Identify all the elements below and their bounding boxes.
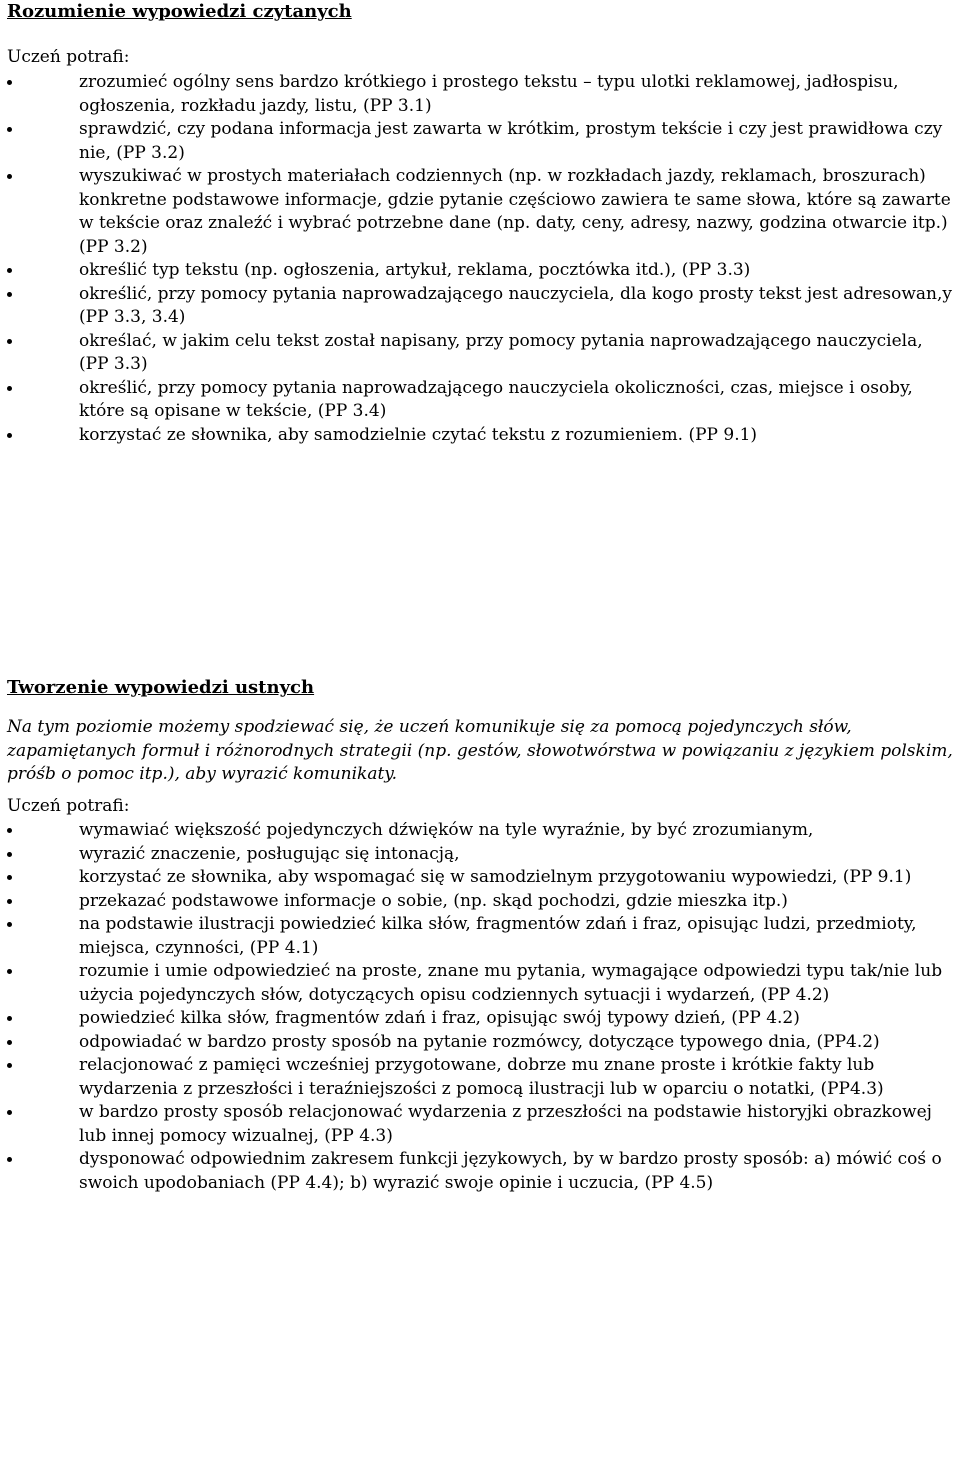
list-item-text: w bardzo prosty sposób relacjonować wydarzenia z przeszłości na podstawie historyjki obrazkowej lub innej pomocy wizualnej, (PP 4.3) <box>79 1102 932 1146</box>
list-item-text: odpowiadać w bardzo prosty sposób na pytanie rozmówcy, dotyczące typowego dnia, (PP4.2) <box>79 1031 880 1052</box>
bullet-icon <box>7 1040 12 1045</box>
bullet-icon <box>7 899 12 904</box>
bullet-icon <box>7 433 12 438</box>
list-item-text: określić, przy pomocy pytania naprowadzającego nauczyciela, dla kogo prosty tekst jest adresowan,y (PP 3.3, 3.4) <box>79 283 952 327</box>
list-item <box>7 843 955 867</box>
list-item <box>7 913 955 960</box>
list-item-text: określić typ tekstu (np. ogłoszenia, artykuł, reklama, pocztówka itd.), (PP 3.3) <box>79 260 751 280</box>
list-item-text: dysponować odpowiednim zakresem funkcji językowych, by w bardzo prosty sposób: a) mówić coś o swoich upodobaniach (PP 4.4); b) wyrazić swoje opinie i uczucia, (PP 4.5) <box>79 1149 942 1193</box>
reading-skills-list <box>7 71 955 447</box>
bullet-icon <box>7 174 12 179</box>
bullet-icon <box>7 969 12 974</box>
list-item <box>7 118 955 165</box>
section-lead-speaking: Uczeń potrafi: <box>7 796 130 816</box>
list-item-text: na podstawie ilustracji powiedzieć kilka słów, fragmentów zdań i fraz, opisując ludzi, przedmioty, miejsca, czynności, (PP 4.1) <box>79 914 917 958</box>
list-item-text: określić, przy pomocy pytania naprowadzającego nauczyciela okoliczności, czas, miejsce i osoby, które są opisane w tekście, (PP 3.4) <box>79 377 913 421</box>
section-lead-reading: Uczeń potrafi: <box>7 47 130 67</box>
bullet-icon <box>7 80 12 85</box>
list-item <box>7 1101 955 1148</box>
bullet-icon <box>7 339 12 344</box>
list-item <box>7 377 955 424</box>
list-item-text: zrozumieć ogólny sens bardzo krótkiego i prostego tekstu – typu ulotki reklamowej, jadłospisu, ogłoszenia, rozkładu jazdy, listu, (PP 3.1) <box>79 72 899 116</box>
list-item-text: wymawiać większość pojedynczych dźwięków na tyle wyraźnie, by być zrozumianym, <box>79 820 814 840</box>
list-item <box>7 890 955 914</box>
list-item <box>7 1031 955 1055</box>
list-item-text: korzystać ze słownika, aby samodzielnie czytać tekstu z rozumieniem. (PP 9.1) <box>79 424 758 445</box>
list-item-text: korzystać ze słownika, aby wspomagać się w samodzielnym przygotowaniu wypowiedzi, (PP 9.1) <box>79 867 912 887</box>
bullet-icon <box>7 1157 12 1162</box>
list-item-text: wyrazić znaczenie, posługując się intonacją, <box>79 843 460 864</box>
section-title-reading: Rozumienie wypowiedzi czytanych <box>7 1 352 22</box>
list-item <box>7 283 955 330</box>
list-item-text: sprawdzić, czy podana informacja jest zawarta w krótkim, prostym tekście i czy jest prawidłowa czy nie, (PP 3.2) <box>79 119 943 163</box>
list-item <box>7 819 955 843</box>
list-item <box>7 165 955 259</box>
list-item-text: rozumie i umie odpowiedzieć na proste, znane mu pytania, wymagające odpowiedzi typu tak/nie lub użycia pojedynczych słów, dotyczących opisu codziennych sytuacji i wydarzeń, (PP 4.2) <box>79 961 943 1005</box>
list-item-text: relacjonować z pamięci wcześniej przygotowane, dobrze mu znane proste i krótkie fakty lub wydarzenia z przeszłości i teraźniejszości z pomocą ilustracji lub w oparciu o notatki, (PP4.3) <box>79 1055 884 1099</box>
speaking-skills-list <box>7 819 955 1195</box>
list-item <box>7 1148 955 1195</box>
section-intro-speaking: Na tym poziomie możemy spodziewać się, że uczeń komunikuje się za pomocą pojedynczych słów, zapamiętanych formuł i różnorodnych strategii (np. gestów, słowotwórstwa w powiązaniu z językiem polskim, próśb o pomoc itp.), aby wyrazić komunikaty. <box>7 717 953 784</box>
bullet-icon <box>7 386 12 391</box>
bullet-icon <box>7 1016 12 1021</box>
list-item-text: przekazać podstawowe informacje o sobie, (np. skąd pochodzi, gdzie mieszka itp.) <box>79 890 788 911</box>
list-item-text: powiedzieć kilka słów, fragmentów zdań i fraz, opisując swój typowy dzień, (PP 4.2) <box>79 1008 800 1028</box>
bullet-icon <box>7 1063 12 1068</box>
list-item <box>7 259 955 283</box>
bullet-icon <box>7 828 12 833</box>
bullet-icon <box>7 1110 12 1115</box>
section-title-speaking: Tworzenie wypowiedzi ustnych <box>7 677 315 698</box>
list-item <box>7 1054 955 1101</box>
list-item-text: określać, w jakim celu tekst został napisany, przy pomocy pytania naprowadzającego nauczyciela, (PP 3.3) <box>79 330 923 374</box>
list-item <box>7 71 955 118</box>
bullet-icon <box>7 268 12 273</box>
bullet-icon <box>7 127 12 132</box>
bullet-icon <box>7 292 12 297</box>
list-item <box>7 866 955 890</box>
list-item <box>7 424 955 448</box>
list-item-text: wyszukiwać w prostych materiałach codziennych (np. w rozkładach jazdy, reklamach, broszurach) konkretne podstawowe informacje, gdzie pytanie częściowo zawiera te same słowa, które są zawarte w tekście oraz znaleźć i wybrać potrzebne dane (np. daty, ceny, adresy, nazwy, godzina otwarcie itp.) (PP 3.2) <box>79 166 951 257</box>
list-item <box>7 1007 955 1031</box>
list-item <box>7 330 955 377</box>
bullet-icon <box>7 875 12 880</box>
bullet-icon <box>7 922 12 927</box>
list-item <box>7 960 955 1007</box>
bullet-icon <box>7 852 12 857</box>
